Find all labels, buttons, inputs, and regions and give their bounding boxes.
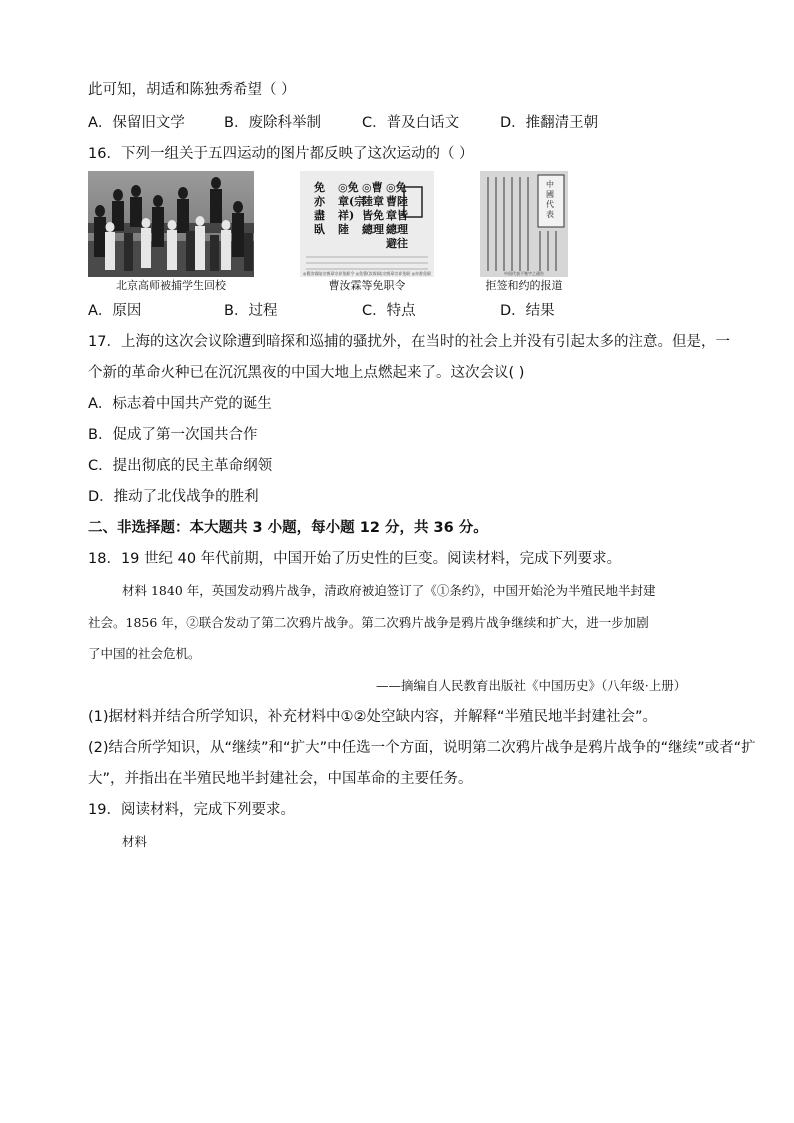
q18-stem: 18．19 世纪 40 年代前期，中国开始了历史性的巨变。阅读材料，完成下列要求。 [88, 551, 622, 567]
q15-option-b: B．废除科举制 [224, 115, 321, 131]
q18-source: ——摘编自人民教育出版社《中国历史》（八年级·上册） [376, 678, 687, 693]
q17-option-c: C．提出彻底的民主革命纲领 [88, 458, 273, 474]
q18-material-line2: 社会。1856 年，②联合发动了第二次鸦片战争。第二次鸦片战争是鸦片战争继续和扩大，进一步加剧 [88, 615, 649, 630]
section-two-title: 二、非选择题：本大题共 3 小题，每小题 12 分，共 36 分。 [88, 520, 488, 536]
svg-text:祥): 祥) [338, 209, 355, 222]
q17-stem-line1: 17．上海的这次会议除遭到暗探和巡捕的骚扰外，在当时的社会上并没有引起太多的注意。但是，一 [88, 334, 730, 350]
svg-text:代: 代 [546, 200, 554, 209]
q16-stem: 16．下列一组关于五四运动的图片都反映了这次运动的（ ） [88, 146, 474, 162]
svg-text:◎免: ◎免 [338, 181, 359, 194]
svg-text:總理: 總理 [386, 223, 408, 236]
svg-text:中: 中 [546, 180, 554, 189]
q17-option-a: A．标志着中国共产党的诞生 [88, 396, 272, 412]
dismissal-order-newspaper [300, 171, 434, 277]
svg-text:盡: 盡 [314, 209, 325, 222]
svg-text:表: 表 [546, 210, 554, 219]
q19-stem: 19．阅读材料，完成下列要求。 [88, 802, 295, 818]
q18-subquestion-2-line2: 大”，并指出在半殖民地半封建社会，中国革命的主要任务。 [88, 771, 473, 787]
dismissal-order-print: ◎曹汝霖陆宗舆章宗祥免职令 ◎免曹(汝霖)陆宗舆章宗祥免职 ◎亦准免职 [302, 271, 432, 276]
q17-stem-line2: 个新的革命火种已在沉沉黑夜的中国大地上点燃起来了。这次会议( ) [88, 365, 525, 381]
q15-option-c: C．普及白话文 [362, 115, 460, 131]
q16-option-d: D．结果 [500, 303, 555, 319]
q15-option-a: A．保留旧文学 [88, 115, 185, 131]
svg-text:亦: 亦 [314, 195, 325, 208]
svg-text:曹陸: 曹陸 [386, 195, 408, 208]
dismissal-order-caption: 曹汝霖等免职令 [328, 279, 406, 292]
svg-text:臥: 臥 [314, 223, 325, 236]
q15-stem-tail: 此可知，胡适和陈独秀希望（ ） [88, 82, 296, 98]
svg-text:國: 國 [546, 190, 554, 199]
q15-option-d: D．推翻清王朝 [500, 115, 599, 131]
svg-text:陸: 陸 [338, 223, 349, 236]
svg-text:◎曹: ◎曹 [362, 181, 383, 194]
q18-subquestion-2-line1: (2)结合所学知识，从“继续”和“扩大”中任选一个方面，说明第二次鸦片战争是鸦片战争的“继续”或者“扩 [88, 740, 756, 756]
refusal-report-newspaper [480, 171, 568, 277]
q18-subquestion-1: (1)据材料并结合所学知识，补充材料中①②处空缺内容，并解释“半殖民地半封建社会”。 [88, 709, 658, 725]
q16-option-c: C．特点 [362, 303, 416, 319]
svg-text:總理: 總理 [362, 223, 384, 236]
svg-text:章皆: 章皆 [386, 209, 408, 222]
students-return-caption: 北京高师被捕学生回校 [116, 279, 226, 292]
svg-text:免: 免 [314, 181, 325, 194]
q19-material-label: 材料 [122, 834, 148, 849]
refusal-report-print: 中国代表不签字之通告 [504, 271, 544, 276]
students-return-photo [88, 171, 254, 277]
q16-option-b: B．过程 [224, 303, 278, 319]
q18-material-line1: 材料 1840 年，英国发动鸦片战争，清政府被迫签订了《①条约》，中国开始沦为半殖民地半封建 [122, 583, 656, 598]
svg-text:陸章: 陸章 [362, 195, 384, 208]
svg-text:皆免: 皆免 [362, 209, 384, 222]
svg-text:章(宗: 章(宗 [338, 195, 366, 208]
refusal-report-caption: 拒签和约的报道 [485, 279, 563, 292]
q17-option-b: B．促成了第一次国共合作 [88, 427, 258, 443]
q16-option-a: A．原因 [88, 303, 142, 319]
q18-material-line3: 了中国的社会危机。 [88, 646, 201, 661]
q17-option-d: D．推动了北伐战争的胜利 [88, 489, 259, 505]
svg-text:避往: 避往 [386, 237, 408, 250]
svg-text:◎免: ◎免 [386, 181, 407, 194]
